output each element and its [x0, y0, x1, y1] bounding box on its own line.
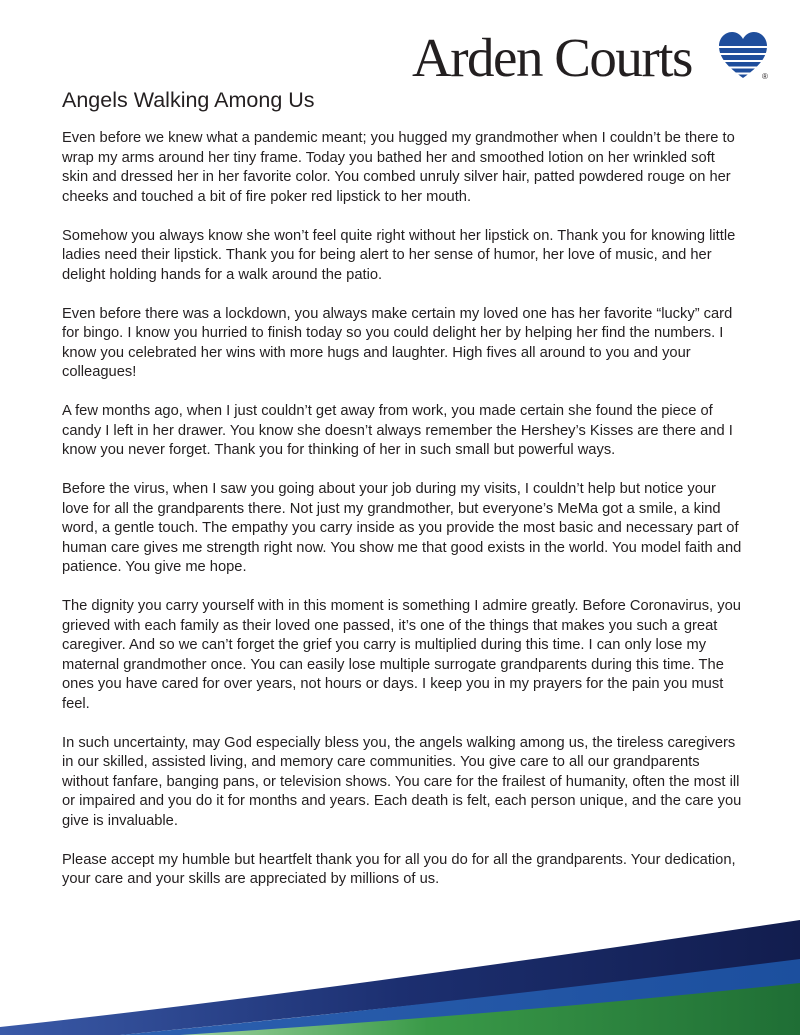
paragraph: A few months ago, when I just couldn’t get away from work, you made certain she found the piece of candy I left in her drawer. You know she doesn’t always remember the Hershey’s Kisses are there and I know you never forget. Thank you for thinking of her in such small but powerful ways. [62, 403, 733, 458]
page-title: Angels Walking Among Us [62, 88, 315, 112]
paragraph: Even before we knew what a pandemic meant; you hugged my grandmother when I couldn’t be there to wrap my arms around her tiny frame. Today you bathed her and smoothed lotion on her wrinkled soft skin and dressed her in her favorite color. You combed unruly silver hair, patted powdered rouge on her cheeks and touched a bit of fire poker red lipstick to her mouth. [62, 130, 735, 205]
paragraph: Before the virus, when I saw you going about your job during my visits, I couldn’t help but notice your love for all the grandparents there. Not just my grandmother, but everyone’s MeMa got a smile, a kind word, a gentle touch. The empathy you carry inside as you provide the most basic and necessary part of human care gives me strength right now. You show me that good exists in the world. You model faith and patience. You give me hope. [62, 481, 742, 575]
paragraph: Somehow you always know she won’t feel quite right without her lipstick on. Thank you for knowing little ladies need their lipstick. Thank you for being alert to her sense of humor, her love of music, and her delight holding hands for a walk around the patio. [62, 227, 736, 283]
paragraph: In such uncertainty, may God especially bless you, the angels walking among us, the tireless caregivers in our skilled, assisted living, and memory care communities. You give care to all our grandparents without fanfare, banging pans, or television shows. You care for the frailest of humanity, often the most ill or impaired and you do it for months and years. Each death is felt, each person unique, and the care you give is invaluable. [62, 734, 742, 829]
paragraph: Even before there was a lockdown, you always make certain my loved one has her favorite “lucky” card for bingo. I know you hurried to finish today so you could delight her by helping her find the numbers. I know you celebrated her wins with more hugs and laughter. High fives all around to you and your colleagues! [62, 305, 733, 380]
heart-icon [718, 31, 768, 81]
paragraph: Please accept my humble but heartfelt thank you for all you do for all the grandparents. Your dedication, your care and your skills are appreciated by millions of us. [62, 851, 736, 887]
logo-wordmark: Arden Courts [412, 27, 692, 88]
registered-mark: ® [762, 72, 768, 81]
paragraph: The dignity you carry yourself with in this moment is something I admire greatly. Before Coronavirus, you grieved with each family as their loved one passed, it’s one of the things that makes you such a great caregiver. And so we can’t forget the grief you carry is multiplied during this time. I can only lose my maternal grandmother once. You can easily lose multiple surrogate grandparents during this time. The ones you have cared for over years, not hours or days. I keep you in my prayers for the pain you must feel. [62, 598, 741, 712]
footer-swoosh [0, 915, 800, 1035]
letter-body [62, 129, 742, 909]
arden-courts-logo [412, 28, 772, 88]
